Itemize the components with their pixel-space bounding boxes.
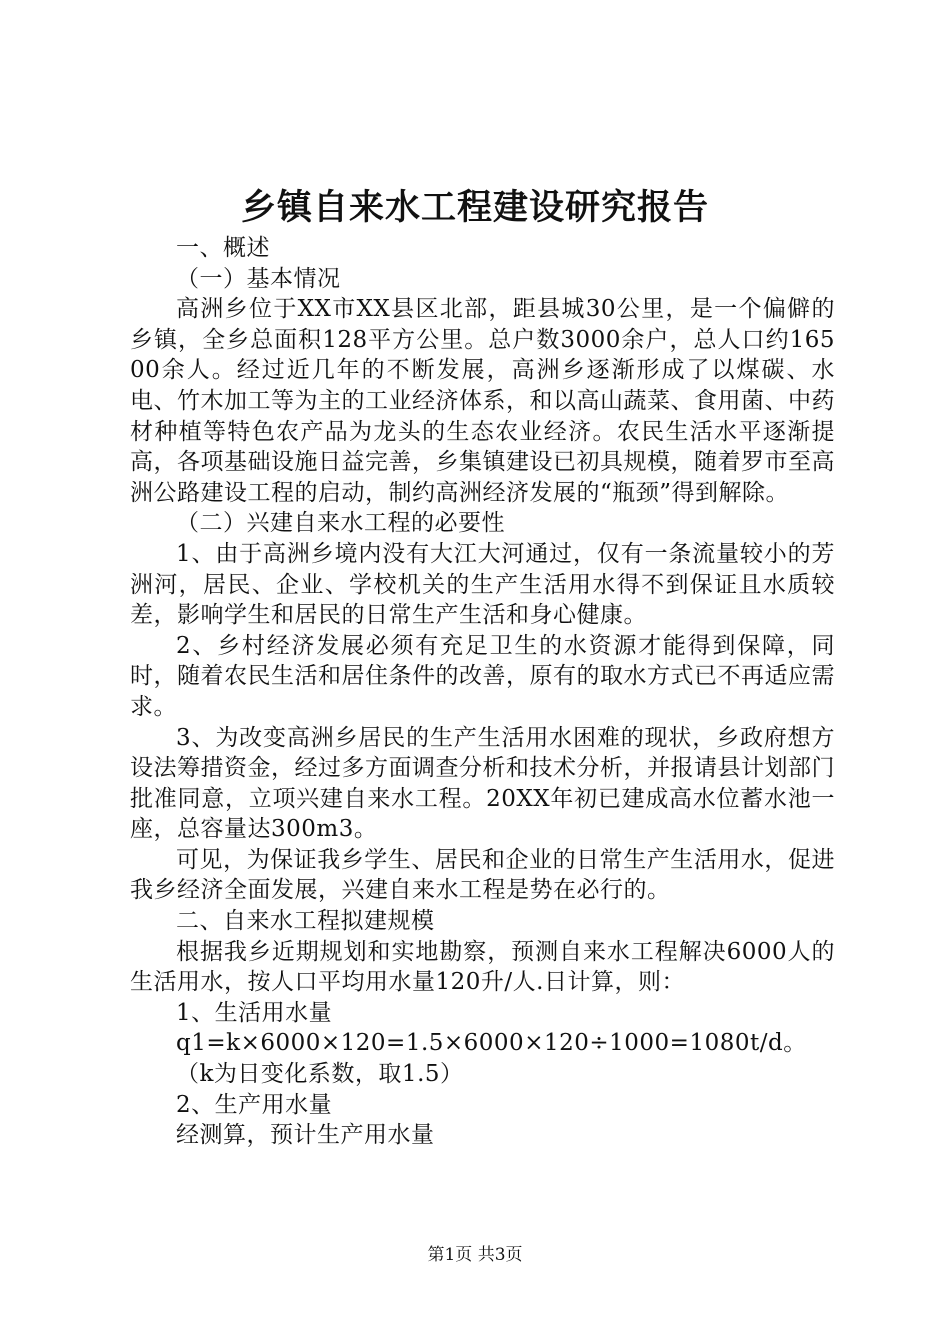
page-number: 第1页 共3页: [427, 1245, 523, 1265]
formula: q1=k×6000×120=1.5×6000×120÷1000=1080t/d。: [176, 1030, 807, 1057]
paragraph: 根据我乡近期规划和实地勘察，预测自来水工程解决6000人的生活用水，按人口平均用水量120升/人.日计算，则：: [130, 938, 835, 996]
section-heading: 二、自来水工程拟建规模: [176, 908, 435, 935]
paragraph: 1、由于高洲乡境内没有大江大河通过，仅有一条流量较小的芳洲河，居民、企业、学校机关的生产生活用水得不到保证且水质较差，影响学生和居民的日常生产生活和身心健康。: [130, 540, 835, 629]
paragraph: 经测算，预计生产用水量: [176, 1122, 435, 1149]
paragraph: （k为日变化系数，取1.5）: [176, 1061, 464, 1088]
paragraph: 1、生活用水量: [176, 999, 333, 1026]
subsection-heading: （二）兴建自来水工程的必要性: [176, 510, 505, 537]
document-title: 乡镇自来水工程建设研究报告: [240, 188, 709, 228]
document-body: [130, 233, 835, 1151]
section-heading: 一、概述: [176, 235, 270, 261]
paragraph: 可见，为保证我乡学生、居民和企业的日常生产生活用水，促进我乡经济全面发展，兴建自来水工程是势在必行的。: [130, 846, 835, 904]
paragraph: 高洲乡位于XX市XX县区北部，距县城30公里，是一个偏僻的乡镇，全乡总面积128平方公里。总户数3000余户，总人口约16500余人。经过近几年的不断发展，高洲乡逐渐形成了以煤碳、水电、竹木加工等为主的工业经济体系，和以高山蔬菜、食用菌、中药材种植等特色农产品为龙头的生态农业经济。农民生活水平逐渐提高，各项基础设施日益完善，乡集镇建设已初具规模，随着罗市至高洲公路建设工程的启动，制约高洲经济发展的“瓶颈”得到解除。: [130, 296, 835, 506]
paragraph: 3、为改变高洲乡居民的生产生活用水困难的现状，乡政府想方设法筹措资金，经过多方面调查分析和技术分析，并报请县计划部门批准同意，立项兴建自来水工程。20XX年初已建成高水位蓄水池一座，总容量达300m3。: [130, 724, 835, 843]
paragraph: 2、生产用水量: [176, 1091, 333, 1118]
paragraph: 2、乡村经济发展必须有充足卫生的水资源才能得到保障，同时，随着农民生活和居住条件的改善，原有的取水方式已不再适应需求。: [130, 632, 835, 720]
subsection-heading: （一）基本情况: [176, 265, 341, 292]
